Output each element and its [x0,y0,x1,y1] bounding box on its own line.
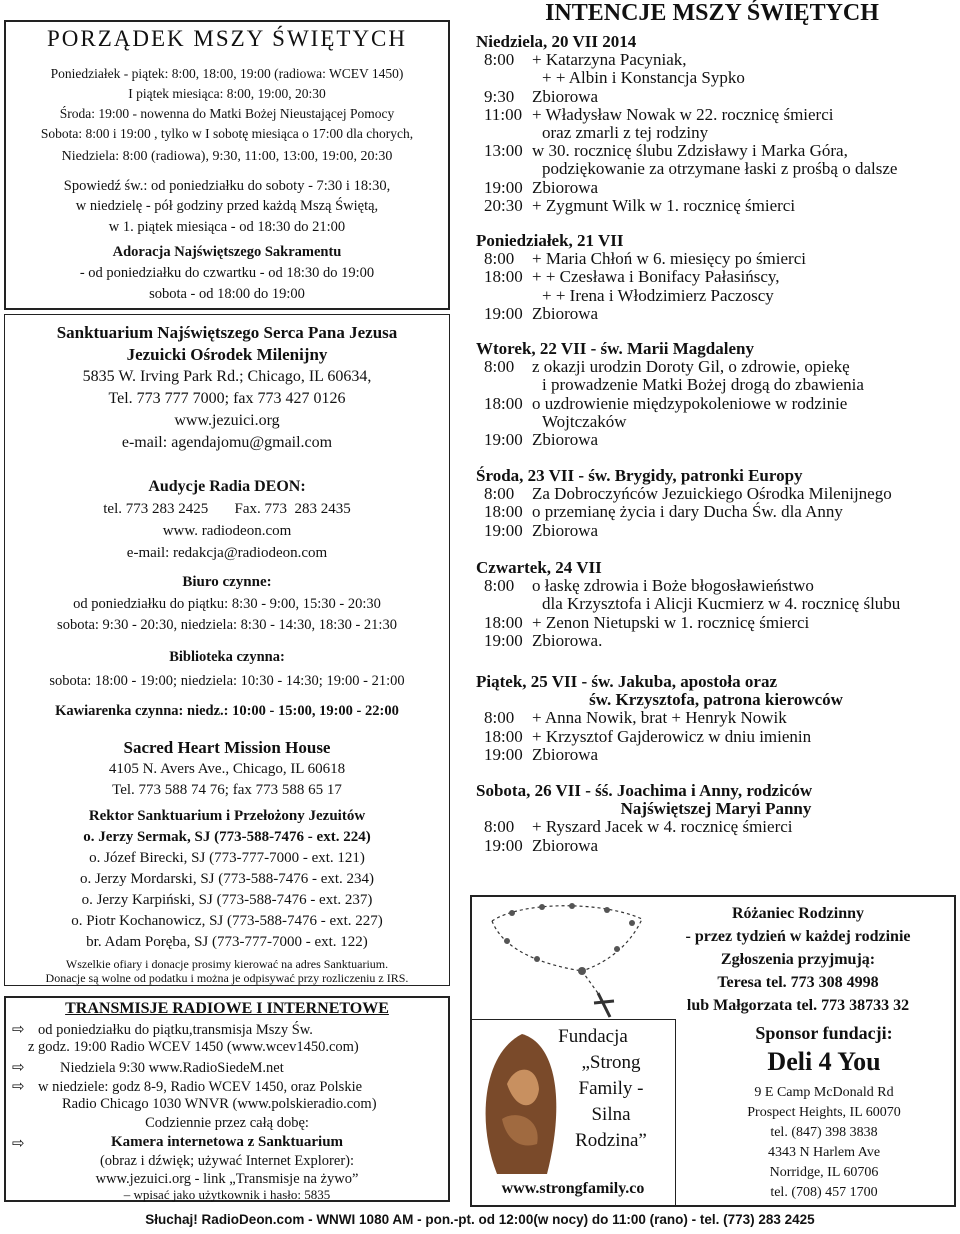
sanctuary-website[interactable]: www.jezuici.org [174,412,280,429]
mass-order-title: PORZĄDEK MSZY ŚWIĘTYCH [46,26,408,51]
intention-text: + Maria Chłoń w 6. miesięcy po śmierci [532,249,806,269]
intention-day-title: Niedziela, 20 VII 2014 [476,32,637,51]
intention-row [476,357,956,375]
intention-text: + Ryszard Jacek w 4. rocznicę śmierci [532,817,793,837]
library-hours: sobota: 18:00 - 19:00; niedziela: 10:30 - 14:30; 19:00 - 21:00 [49,673,405,689]
arrow-right-icon: ⇨ [12,1020,25,1038]
broadcast-title: TRANSMISJE RADIOWE I INTERNETOWE [65,1000,389,1017]
intention-time: 8:00 [484,484,515,504]
donation-note: Donacje są wolne od podatku i można je odpisywać przy rozliczeniu z IRS. [45,971,409,985]
intention-time: 8:00 [484,817,515,837]
arrow-right-icon: ⇨ [12,1058,25,1076]
intention-row [476,68,956,86]
jesuit-rector: o. Jerzy Sermak, SJ (773-588-7476 - ext. 224) [83,829,371,845]
order-line: Niedziela: 8:00 (radiowa), 9:30, 11:00, 13:00, 19:00, 20:30 [61,149,393,164]
intention-time: 18:00 [484,393,523,413]
intention-row [476,375,956,393]
intention-time: 13:00 [484,141,523,161]
intention-row [476,708,956,726]
intention-text: Wojtczaków [542,411,627,431]
jesuit-member: o. Józef Birecki, SJ (773-777-7000 - ext. 121) [89,850,365,866]
broadcast-text: Radio Chicago 1030 WNVR (www.polskieradio.com) [62,1096,377,1112]
intention-row [476,836,956,854]
intention-day-title: Poniedziałek, 21 VII [476,231,624,250]
broadcast-text: – wpisać jako użytkownik i hasło: 5835 [123,1187,331,1202]
intention-time: 19:00 [484,430,523,449]
intention-time: 19:00 [484,744,523,764]
order-line: Sobota: 8:00 i 19:00 , tylko w I sobotę miesiąca o 17:00 dla chorych, [40,126,414,141]
intention-text: Zbiorowa [532,744,599,764]
intention-text: + + Czesława i Bonifacy Pałasińscy, [532,267,780,287]
intention-text: + Anna Nowik, brat + Henryk Nowik [532,708,787,728]
mission-house-phone: Tel. 773 588 74 76; fax 773 588 65 17 [112,782,342,798]
intention-text: dla Krzysztofa i Alicji Kucmierz w 4. rocznicę ślubu [542,594,901,614]
intention-text: Zbiorowa. [532,630,603,650]
rosary-contact: lub Małgorzata tel. 773 38733 32 [686,997,910,1014]
intention-row [476,50,956,68]
broadcast-box [4,996,450,1202]
rosary-image [482,901,652,1019]
sponsor-line: Norridge, IL 60706 [769,1165,879,1180]
office-weekday: od poniedziałku do piątku: 8:30 - 9:00, 15:30 - 20:30 [73,596,381,612]
intention-row [476,613,956,631]
broadcast-item [12,1020,313,1039]
intention-text: Zbiorowa [532,177,599,197]
mission-house-address: 4105 N. Avers Ave., Chicago, IL 60618 [108,761,346,777]
broadcast-item [12,1058,284,1077]
intention-row [476,727,956,745]
sponsor-line: tel. (847) 398 3838 [770,1125,878,1140]
sanctuary-name: Sanktuarium Najświętszego Serca Pana Jezusa [56,323,398,342]
order-line: I piątek miesiąca: 8:00, 19:00, 20:30 [128,86,326,101]
intention-row [476,817,956,835]
intention-day-title: Najświętszej Maryi Panny [620,799,812,819]
intention-row [476,141,956,159]
order-line: Poniedziałek - piątek: 8:00, 18:00, 19:00 (radiowa: WCEV 1450) [50,66,404,81]
broadcast-text: Codziennie przez całą dobę: [145,1115,309,1131]
intention-text: Zbiorowa [532,303,599,323]
broadcast-text: w niedziele: godz 8-9, Radio WCEV 1450, oraz Polskie [38,1079,363,1095]
intention-time: 8:00 [484,708,515,728]
adoration-line: sobota - od 18:00 do 19:00 [149,286,305,302]
rosary-line: Zgłoszenia przyjmują: [720,951,876,968]
intention-text: + Krzysztof Gajderowicz w dniu imienin [532,726,812,746]
intention-text: + + Albin i Konstancja Sypko [542,68,745,88]
intention-text: o przemianę życia i dary Ducha Św. dla Anny [532,502,843,522]
intention-row [476,430,956,448]
intention-text: Zbiorowa [532,835,599,855]
arrow-right-icon: ⇨ [12,1077,25,1095]
intention-row [476,159,956,177]
intention-day-title: św. Krzysztofa, patrona kierowców [589,690,843,710]
foundation-text: Family - [578,1078,644,1099]
intention-text: + + Irena i Włodzimierz Paczoscy [542,285,774,305]
confession-line: Spowiedź św.: od poniedziałku do soboty - 7:30 i 18:30, [63,178,391,194]
intention-row [476,521,956,539]
radio-deon-phone: tel. 773 283 2425 Fax. 773 283 2435 [103,501,351,517]
rosary-line: - przez tydzień w każdej rodzinie [685,928,911,945]
mission-house-title: Sacred Heart Mission House [123,738,331,757]
intention-row [476,594,956,612]
intention-text: o łaskę zdrowia i Boże błogosławieństwo [532,576,814,596]
intention-text: podziękowanie za otrzymane łaski z prośbą o dalsze [542,159,898,179]
intention-day-title: Sobota, 26 VII - śś. Joachima i Anny, rodziców [476,781,813,800]
broadcast-text: Niedziela 9:30 www.RadioSiedeM.net [60,1060,284,1076]
sponsor-line: 4343 N Harlem Ave [767,1145,881,1160]
adoration-title: Adoracja Najświętszego Sakramentu [112,244,342,260]
intention-time: 18:00 [484,726,523,746]
intention-text: oraz zmarli z tej rodziny [542,123,709,142]
confession-line: w niedzielę - pół godziny przed każdą Mszą Świętą, [75,198,379,214]
sponsor-line: 9 E Camp McDonald Rd [754,1085,894,1100]
jesuit-member: br. Adam Poręba, SJ (773-777-7000 - ext. 122) [86,934,368,950]
jesuit-member: o. Piotr Kochanowicz, SJ (773-588-7476 - ext. 227) [71,913,383,929]
broadcast-link[interactable]: www.jezuici.org - link „Transmisje na żywo” [95,1171,359,1187]
intention-time: 19:00 [484,303,523,323]
jesuit-member: o. Jerzy Mordarski, SJ (773-588-7476 - ext. 234) [79,871,375,887]
intention-day-title: Wtorek, 22 VII - św. Marii Magdaleny [476,339,754,358]
foundation-text: Fundacja [558,1026,628,1047]
cafe-hours: Kawiarenka czynna: niedz.: 10:00 - 15:00, 19:00 - 22:00 [55,703,399,719]
intention-row [476,394,956,412]
broadcast-text: z godz. 19:00 Radio WCEV 1450 (www.wcev1450.com) [28,1039,359,1055]
intention-day-title: Piątek, 25 VII - św. Jakuba, apostoła oraz [476,672,777,691]
intention-time: 11:00 [484,104,523,124]
foundation-text: Silna [591,1104,631,1125]
intention-row [476,123,956,141]
intention-time: 19:00 [484,835,523,855]
donation-note: Wszelkie ofiary i donacje prosimy kierować na adres Sanktuarium. [65,957,389,971]
intention-row [476,105,956,123]
intention-row [476,286,956,304]
intention-text: + Katarzyna Pacyniak, [532,50,687,70]
rosary-contact: Teresa tel. 773 308 4998 [717,974,879,991]
intention-time: 20:30 [484,195,523,215]
office-weekend: sobota: 9:30 - 20:30, niedziela: 8:30 - 14:30, 18:30 - 21:30 [57,617,397,633]
intention-row [476,745,956,763]
intention-text: + Zygmunt Wilk w 1. rocznicę śmierci [532,195,796,215]
sponsor-label: Sponsor fundacji: [755,1023,893,1043]
intention-text: + Władysław Nowak w 22. rocznicę śmierci [532,104,834,124]
intention-row [476,304,956,322]
mass-order-box [4,20,450,310]
intention-time: 19:00 [484,630,523,650]
intention-text: Zbiorowa [532,430,599,449]
intention-time: 9:30 [484,86,515,106]
intention-row [476,178,956,196]
webcam-title: Kamera internetowa z Sanktuarium [110,1134,344,1150]
sanctuary-address: 5835 W. Irving Park Rd.; Chicago, IL 60634, [82,368,372,385]
sponsor-line: tel. (708) 457 1700 [770,1185,878,1200]
sponsor-name: Deli 4 You [767,1047,881,1076]
intention-time: 18:00 [484,267,523,287]
foundation-text: Rodzina” [575,1130,647,1151]
intention-text: Zbiorowa [532,520,599,540]
intention-row [476,502,956,520]
foundation-url[interactable]: www.strongfamily.co [501,1180,645,1197]
intention-row [476,631,956,649]
intention-row [476,576,956,594]
intention-time: 8:00 [484,576,515,596]
intention-time: 8:00 [484,50,515,70]
intention-text: z okazji urodzin Doroty Gil, o zdrowie, opiekę [532,357,850,377]
library-title: Biblioteka czynna: [169,649,285,665]
intention-row [476,87,956,105]
intentions-title: INTENCJE MSZY ŚWIĘTYCH [545,0,879,26]
intention-time: 18:00 [484,612,523,632]
intention-day-title: Czwartek, 24 VII [476,558,602,577]
intention-row [476,196,956,214]
intention-time: 19:00 [484,520,523,540]
confession-line: w 1. piątek miesiąca - od 18:30 do 21:00 [108,219,346,235]
rosary-box [470,895,956,1207]
intention-row [476,484,956,502]
order-line: Środa: 19:00 - nowenna do Matki Bożej Nieustającej Pomocy [59,106,395,121]
jesuit-member: o. Jerzy Karpiński, SJ (773-588-7476 - ext. 237) [81,892,373,908]
foundation-box [470,1019,676,1207]
sponsor-line: Prospect Heights, IL 60070 [747,1105,901,1120]
rosary-icon [482,901,652,1019]
intention-text: i prowadzenie Matki Bożej drogą do zbawienia [542,375,864,395]
intention-row [476,249,956,267]
sanctuary-email[interactable]: e-mail: agendajomu@gmail.com [121,434,333,451]
intentions-column [468,0,956,865]
radio-deon-email[interactable]: e-mail: redakcja@radiodeon.com [126,545,328,561]
arrow-right-icon: ⇨ [12,1134,25,1152]
intention-time: 8:00 [484,249,515,269]
foundation-text: „Strong [581,1052,641,1073]
broadcast-item [12,1077,362,1096]
intention-text: + Zenon Nietupski w 1. rocznicę śmierci [532,612,810,632]
footer-banner: Słuchaj! RadioDeon.com - WNWI 1080 AM - pon.-pt. od 12:00(w nocy) do 11:00 (rano) - tel. (773) 283 2425 [145,1212,815,1227]
radio-deon-title: Audycje Radia DEON: [148,478,306,495]
sanctuary-phone: Tel. 773 777 7000; fax 773 427 0126 [108,390,346,407]
sanctuary-subtitle: Jezuicki Ośrodek Milenijny [126,345,328,364]
broadcast-text: od poniedziałku do piątku,transmisja Mszy Św. [38,1022,313,1038]
radio-deon-website[interactable]: www. radiodeon.com [162,523,292,539]
intention-time: 18:00 [484,502,523,522]
office-title: Biuro czynne: [182,574,272,590]
intention-day-title: Środa, 23 VII - św. Brygidy, patronki Europy [476,466,803,485]
intention-row [476,267,956,285]
intention-time: 8:00 [484,357,515,377]
rosary-title: Różaniec Rodzinny [732,905,864,922]
intention-text: Za Dobroczyńców Jezuickiego Ośrodka Milenijnego [532,484,892,504]
intention-text: Zbiorowa [532,86,599,106]
intention-text: o uzdrowienie międzypokoleniowe w rodzinie [532,393,848,413]
intention-row [476,412,956,430]
intention-text: w 30. rocznicę ślubu Zdzisławy i Marka Góra, [532,141,848,161]
adoration-line: - od poniedziałku do czwartku - od 18:30 do 19:00 [79,265,375,281]
intention-time: 19:00 [484,177,523,197]
jesuits-title: Rektor Sanktuarium i Przełożony Jezuitów [88,808,366,824]
broadcast-text: (obraz i dźwięk; używać Internet Explorer): [99,1153,355,1169]
info-box [4,314,450,986]
